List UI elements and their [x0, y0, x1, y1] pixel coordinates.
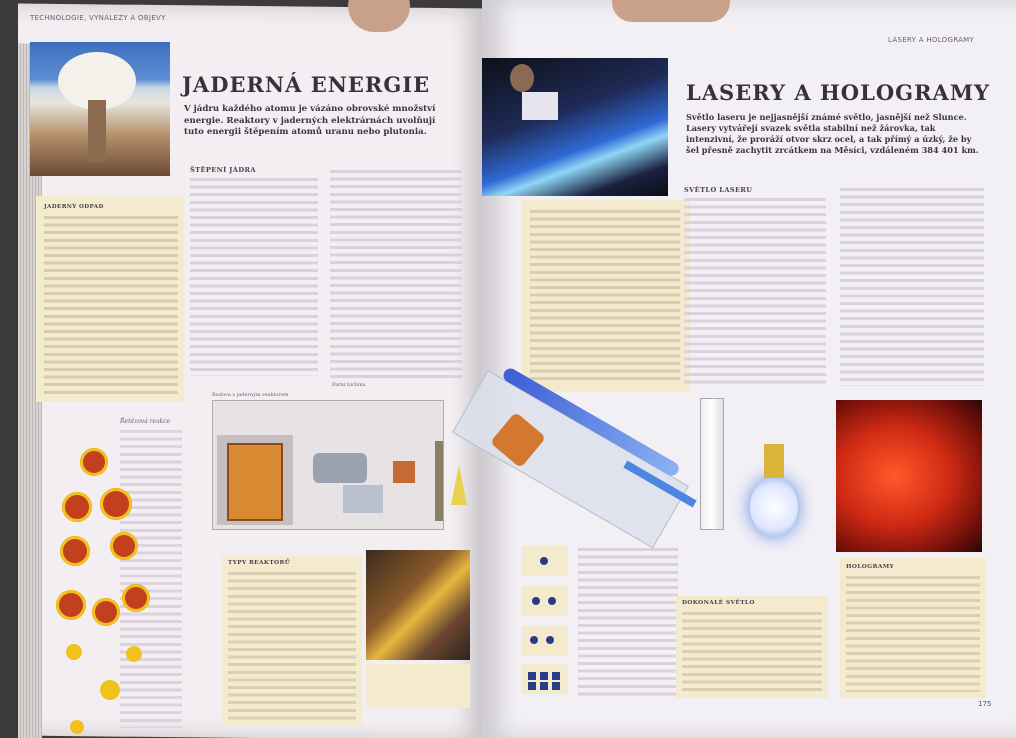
nuclear-waste-box: [36, 196, 184, 402]
reactor-types-box: [222, 556, 362, 726]
hologram-box: [840, 558, 986, 698]
right-section-heading-laser-light: SVĚTLO LASERU: [684, 186, 753, 194]
fluorescent-tube-image: [700, 398, 724, 530]
left-running-head: TECHNOLOGIE, VYNÁLEZY A OBJEVY: [30, 14, 166, 22]
hologram-photo: [836, 400, 982, 552]
reactor-types-heading: TYPY REAKTORŮ: [228, 560, 291, 566]
hologram-heading: HOLOGRAMY: [846, 564, 895, 570]
light-bulb-image: [750, 478, 798, 536]
left-body-column-1: [190, 176, 318, 376]
perfect-light-text: [682, 610, 822, 694]
nuclear-waste-text: [44, 214, 178, 394]
left-page-title: JADERNÁ ENERGIE: [182, 72, 431, 97]
left-section-heading-fission: ŠTĚPENÍ JÁDRA: [190, 166, 256, 174]
perfect-light-heading: DOKONALÉ SVĚTLO: [682, 600, 755, 606]
atoms-caption-text: [578, 546, 678, 696]
bulb-base: [764, 444, 784, 478]
right-page-title: LASERY A HOLOGRAMY: [686, 80, 991, 105]
finger-right: [612, 0, 730, 22]
right-body-column-2: [840, 186, 984, 386]
page-number: 175: [978, 700, 992, 708]
perfect-light-box: [676, 596, 828, 698]
right-lead-text: Světlo laseru je nejjasnější známé světlo, jasnější než Slunce. Lasery vytvářejí svazek světla stabilní než žárovka, tak intenzivní, že proráží otvor skrz ocel, a tak přímý a úzký, že by šel přesně zachytit zrcátkem na Měsíci, vzdáleném 384 401 km.: [686, 112, 979, 155]
mushroom-cloud-photo: [30, 42, 170, 176]
plant-caption-building: Budova s jaderným reaktorem: [212, 392, 289, 398]
power-plant-diagram: [212, 400, 444, 530]
right-body-column-1: [684, 196, 826, 386]
reactor-core-photo: [366, 550, 470, 660]
laser-lab-photo: [482, 58, 668, 196]
reactor-types-text: [228, 570, 356, 720]
nuclear-waste-heading: JADERNÝ ODPAD: [44, 204, 104, 210]
left-body-column-2: [330, 168, 462, 378]
hologram-text: [846, 574, 980, 692]
left-lead-text: V jádru každého atomu je vázáno obrovské množství energie. Reaktory v jaderných elektrárnách uvolňují tuto energii štěpením atomů uranu nebo plutonia.: [184, 104, 436, 137]
chain-reaction-text: [120, 428, 182, 728]
reactor-photo-caption-box: [366, 664, 470, 708]
right-running-head: LASERY A HOLOGRAMY: [888, 36, 975, 44]
chain-reaction-caption: Řetězová reakce: [120, 418, 171, 425]
plant-caption-turbine: Parní turbína: [332, 382, 366, 388]
